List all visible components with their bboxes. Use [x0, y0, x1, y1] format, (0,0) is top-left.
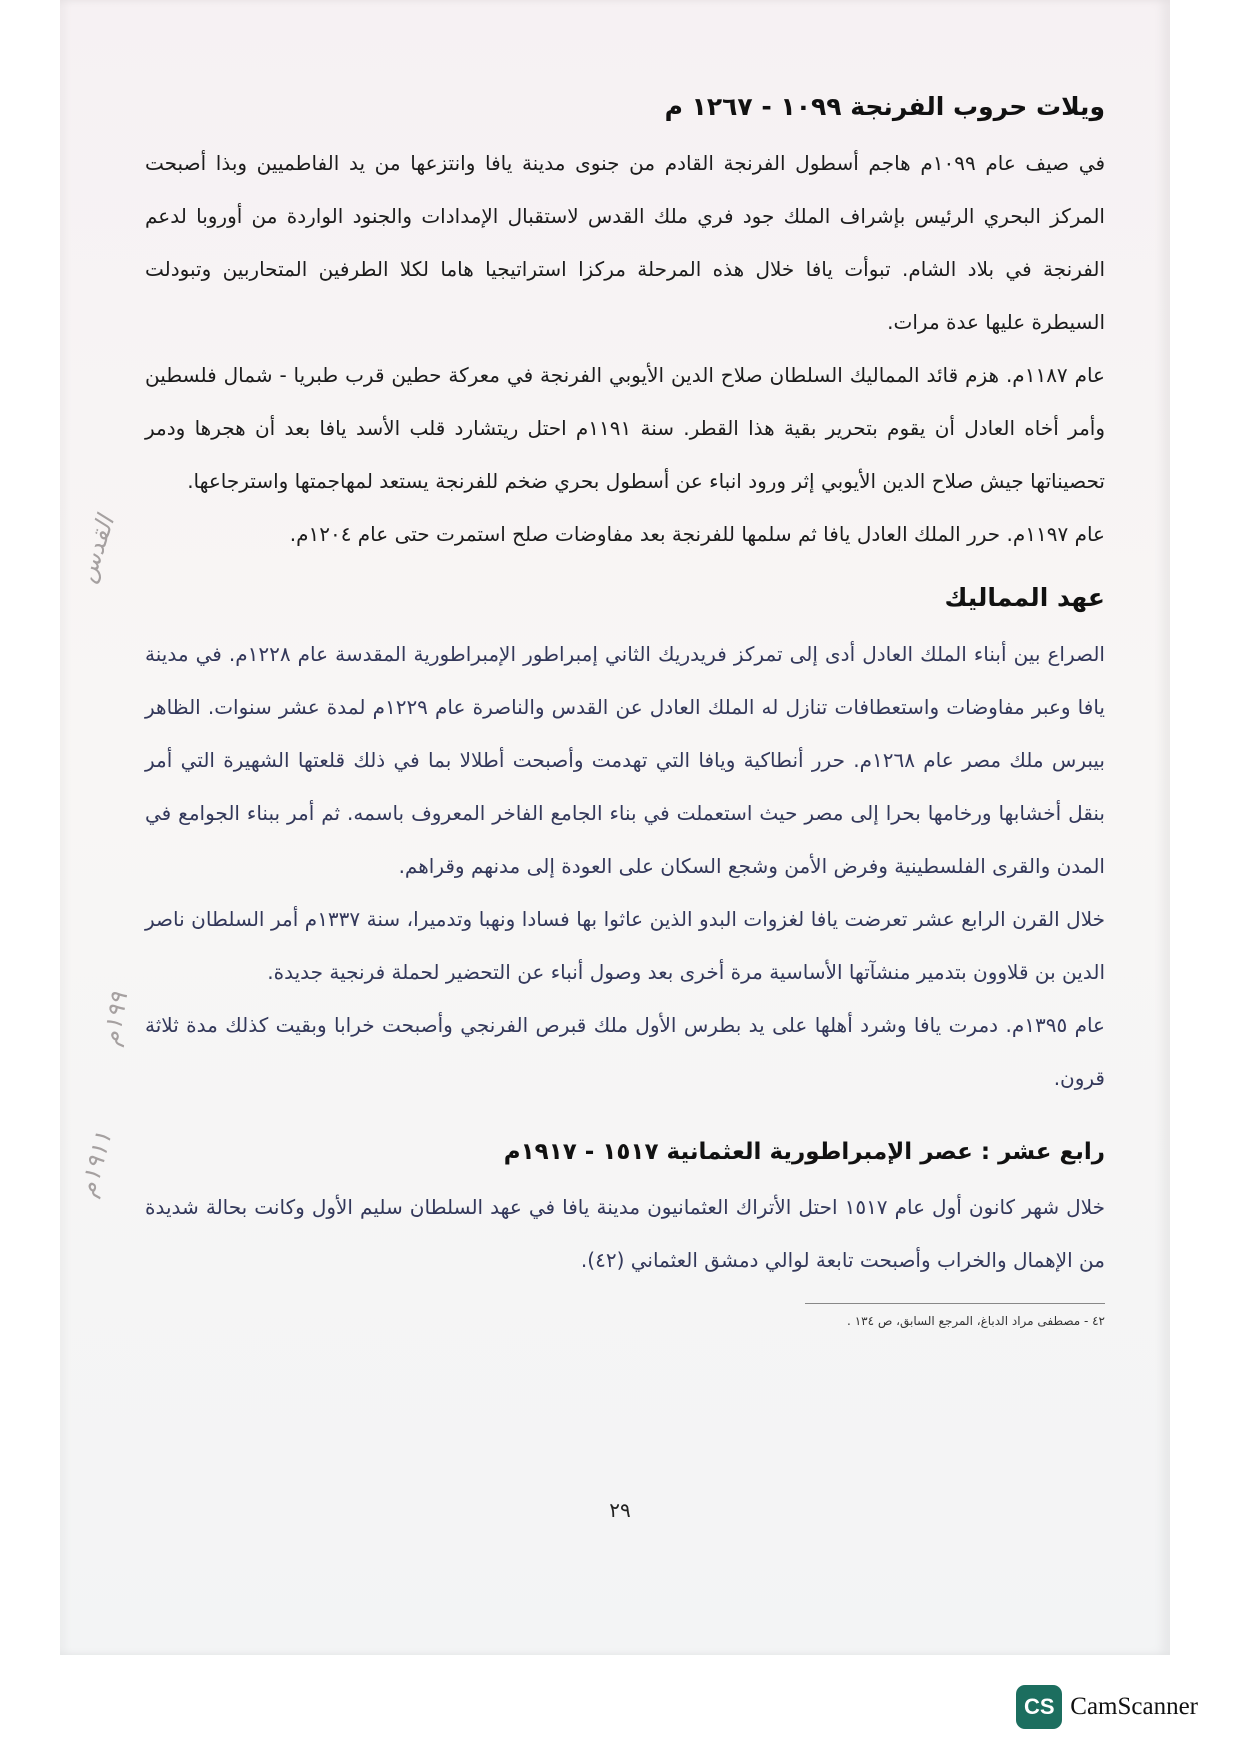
page-number: ٢٩: [609, 1498, 631, 1522]
paragraph: عام ١٣٩٥م. دمرت يافا وشرد أهلها على يد بطرس الأول ملك قبرص الفرنجي وأصبحت خرابا وبقيت كذلك مدة ثلاثة قرون.: [145, 1013, 1105, 1090]
paragraph: الصراع بين أبناء الملك العادل أدى إلى تمركز فريدريك الثاني إمبراطور الإمبراطورية المقدسة عام ١٢٢٨م. في مدينة يافا وعبر مفاوضات واستعطافات تنازل له الملك العادل عن القدس والناصرة عام ١٢٢٩م لمدة عشر سنوات. الظاهر بيبرس ملك مصر عام ١٢٦٨م. حرر أنطاكية ويافا التي تهدمت وأصبحت أطلالا بما في ذلك قلعتها الشهيرة التي أمر بنقل أخشابها ورخامها بحرا إلى مصر حيث استعملت في بناء الجامع الفاخر المعروف باسمه. ثم أمر ببناء الجوامع في المدن والقرى الفلسطينية وفرض الأمن وشجع السكان على العودة إلى مدنهم وقراهم.: [145, 642, 1105, 878]
document-body: [145, 92, 1105, 1332]
section-heading-ottoman-era: رابع عشر : عصر الإمبراطورية العثمانية ١٥١٧ - ١٩١٧م: [503, 1139, 1105, 1165]
paragraph: عام ١١٩٧م. حرر الملك العادل يافا ثم سلمها للفرنجة بعد مفاوضات صلح استمرت حتى عام ١٢٠٤م.: [289, 522, 1105, 546]
section-heading-frankish-wars: ويلات حروب الفرنجة ١٠٩٩ - ١٢٦٧ م: [664, 92, 1105, 121]
handwritten-margin-note: القدس: [72, 512, 120, 586]
camscanner-label: CamScanner: [1070, 1693, 1198, 1720]
footnote: ٤٢ - مصطفى مراد الدباغ، المرجع السابق، ص ١٣٤ .: [847, 1314, 1105, 1328]
paragraph: خلال شهر كانون أول عام ١٥١٧ احتل الأتراك العثمانيون مدينة يافا في عهد السلطان سليم الأول وكانت بحالة شديدة من الإهمال والخراب وأصبحت تابعة لوالي دمشق العثماني (٤٢).: [145, 1195, 1106, 1272]
camscanner-watermark: [1016, 1683, 1198, 1731]
section-heading-mamluk-era: عهد المماليك: [944, 583, 1105, 612]
paragraph: خلال القرن الرابع عشر تعرضت يافا لغزوات البدو الذين عاثوا بها فسادا ونهبا وتدميرا، سنة ١٣٣٧م أمر السلطان ناصر الدين بن قلاوون بتدمير منشآتها الأساسية مرة أخرى بعد وصول أنباء عن التحضير لحملة فرنجية جديدة.: [145, 907, 1105, 984]
footnote-divider: [805, 1303, 1105, 1304]
handwritten-margin-note: ١٩١١م: [73, 1128, 118, 1200]
handwritten-margin-note: ١٩٩م: [96, 990, 134, 1048]
camscanner-logo-icon: CS: [1016, 1685, 1062, 1729]
paragraph: في صيف عام ١٠٩٩م هاجم أسطول الفرنجة القادم من جنوى مدينة يافا وانتزعها من يد الفاطميين وبذا أصبحت المركز البحري الرئيس بإشراف الملك جود فري ملك القدس لاستقبال الإمدادات والجنود الواردة من أوروبا لدعم الفرنجة في بلاد الشام. تبوأت يافا خلال هذه المرحلة مركزا استراتيجيا هاما لكلا الطرفين المتحاربين وتبودلت السيطرة عليها عدة مرات.: [145, 151, 1106, 334]
paragraph: عام ١١٨٧م. هزم قائد المماليك السلطان صلاح الدين الأيوبي الفرنجة في معركة حطين قرب طبريا - شمال فلسطين وأمر أخاه العادل أن يقوم بتحرير بقية هذا القطر. سنة ١١٩١م احتل ريتشارد قلب الأسد يافا بعد أن هجرها ودمر تحصيناتها جيش صلاح الدين الأيوبي إثر ورود انباء عن أسطول بحري ضخم للفرنجة يستعد لمهاجمتها واسترجاعها.: [145, 363, 1106, 493]
